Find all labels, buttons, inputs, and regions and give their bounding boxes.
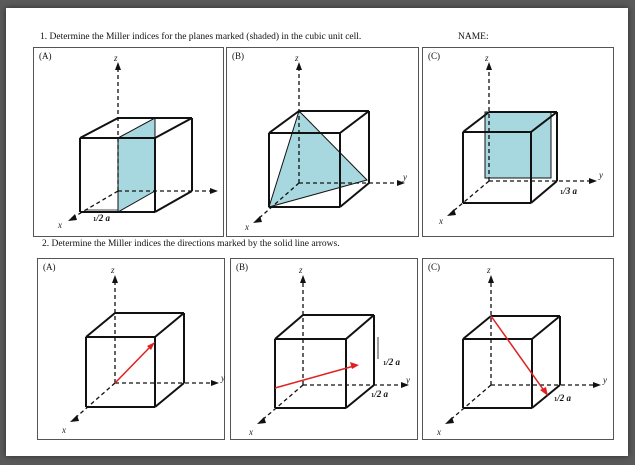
x-axis-label: x: [437, 427, 441, 437]
cube-edge: [155, 118, 192, 138]
cube-edge: [532, 316, 560, 339]
x-axis: [74, 383, 115, 419]
y-axis-label: y: [599, 170, 603, 180]
q2c-figure: [423, 259, 615, 441]
x-axis: [261, 385, 303, 421]
cube-edge: [340, 111, 369, 133]
annotation-sup: 1: [371, 392, 375, 399]
z-arrowhead: [115, 62, 121, 70]
z-axis-label: z: [487, 265, 491, 275]
cube-edge: [80, 118, 118, 138]
x-axis-label: x: [58, 220, 62, 230]
z-axis-label: z: [299, 265, 303, 275]
y-arrowhead: [211, 380, 219, 386]
y-axis-label: y: [221, 373, 225, 383]
x-axis-label: x: [62, 425, 66, 435]
panel-label: (A): [39, 51, 52, 61]
panel-label: (C): [428, 51, 440, 61]
q1-panel-a: [33, 47, 224, 237]
y-arrowhead: [210, 188, 218, 194]
z-arrowhead: [112, 275, 118, 283]
annotation-text: 2 a: [376, 389, 389, 399]
shaded-plane: [485, 112, 551, 178]
x-axis: [449, 385, 491, 421]
svg-text:1/2 a: 1/2 a: [371, 389, 389, 399]
direction-arrow: [275, 366, 354, 388]
cube-edge: [155, 191, 192, 212]
annotation-text: 2 a: [98, 213, 111, 223]
y-arrowhead: [589, 178, 597, 184]
direction-arrowhead: [540, 387, 548, 396]
z-arrowhead: [486, 62, 492, 70]
z-axis-label: z: [485, 53, 489, 63]
cube-edge: [86, 313, 115, 337]
x-axis: [451, 181, 489, 213]
z-axis-label: z: [295, 53, 299, 63]
q1-panel-b: [226, 47, 419, 237]
z-axis-label: z: [114, 53, 118, 63]
q2-panel-b: [230, 258, 418, 440]
x-axis: [72, 191, 118, 218]
cube-edge: [346, 385, 374, 408]
annotation-sup: 1: [93, 216, 97, 223]
cube-edge: [346, 315, 374, 339]
x-axis-label: x: [249, 427, 253, 437]
question-1-title: 1. Determine the Miller indices for the planes marked (shaded) in the cubic unit cell.: [40, 32, 362, 42]
shaded-plane: [269, 111, 367, 207]
panel-label: (A): [43, 262, 56, 272]
cube-edge: [155, 313, 184, 337]
annotation-sup: 1: [383, 360, 387, 367]
panel-label: (C): [428, 262, 440, 272]
cube-edge: [275, 315, 303, 339]
y-axis-label: y: [406, 375, 410, 385]
svg-text:1/3 a: 1/3 a: [560, 186, 578, 196]
svg-text:1/2 a: 1/2 a: [93, 213, 111, 223]
shaded-plane: [118, 118, 155, 212]
annotation-text: 2 a: [388, 357, 401, 367]
annotation-text: 2 a: [559, 393, 572, 403]
annotation-sup: 1: [554, 396, 558, 403]
z-axis-label: z: [111, 265, 115, 275]
annotation-sup: 1: [560, 189, 564, 196]
worksheet: [6, 8, 628, 456]
q1c-figure: [423, 48, 615, 238]
direction-arrow: [115, 346, 151, 383]
y-axis-label: y: [403, 172, 407, 182]
q2b-figure: [231, 259, 419, 441]
cube-edge: [155, 383, 184, 407]
annotation-text: 3 a: [565, 186, 578, 196]
z-arrowhead: [488, 275, 494, 283]
q2-panel-a: [37, 258, 225, 440]
direction-arrowhead: [350, 362, 359, 369]
question-2-title: 2. Determine the Miller indices the directions marked by the solid line arrows.: [42, 239, 340, 249]
y-axis-label: y: [603, 375, 607, 385]
cube-edge: [463, 316, 491, 339]
q2a-figure: [38, 259, 226, 441]
q1-panel-c: [422, 47, 614, 237]
svg-text:1/2 a: 1/2 a: [383, 357, 401, 367]
q2-panel-c: [422, 258, 614, 440]
svg-text:1/2 a: 1/2 a: [554, 393, 572, 403]
direction-arrow: [491, 316, 545, 392]
x-arrowhead: [68, 214, 77, 221]
q1a-figure: [34, 48, 225, 238]
cube-edge: [531, 181, 557, 203]
z-arrowhead: [300, 275, 306, 283]
q1b-figure: [227, 48, 420, 238]
x-axis-label: x: [245, 222, 249, 232]
name-label: NAME:: [458, 32, 489, 42]
x-axis-label: x: [439, 216, 443, 226]
y-arrowhead: [593, 382, 601, 388]
panel-label: (B): [232, 51, 244, 61]
z-arrowhead: [296, 62, 302, 70]
panel-label: (B): [236, 262, 248, 272]
